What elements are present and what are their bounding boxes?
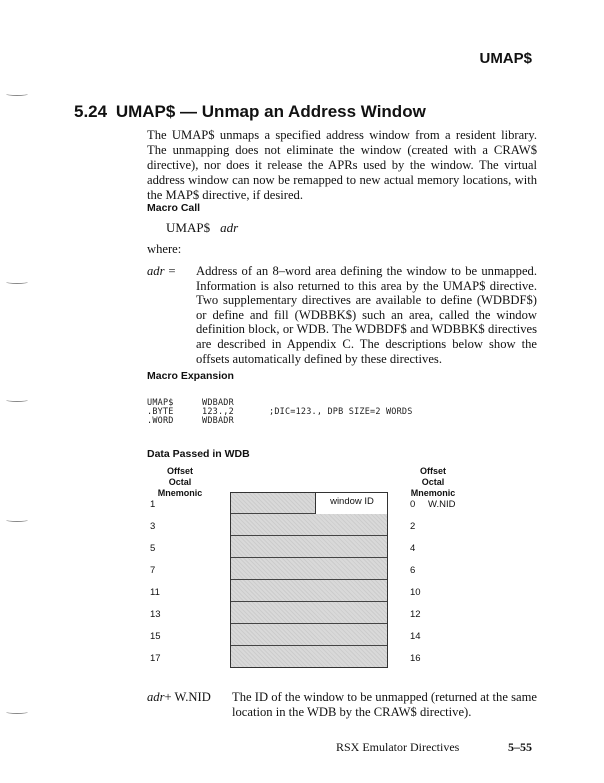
code-arg: 123.,2 [202,407,234,417]
margin-mark [6,280,28,284]
running-head: UMAP$ [479,50,532,67]
code-arg: WDBADR [202,398,234,408]
right-offset: 4 [410,543,416,554]
left-offset: 5 [150,543,156,554]
right-offset: 0 [410,499,416,510]
right-header-line2: Octal Mnemonic [410,477,456,498]
left-offset: 13 [150,609,161,620]
right-offset: 12 [410,609,421,620]
left-column-header [146,466,214,499]
margin-mark [6,710,28,714]
left-offset: 11 [150,587,160,598]
wdb-table-border [230,492,388,668]
section-number: 5.24 [74,102,108,121]
footnote-term-rest: + W.NID [164,690,211,704]
left-offset: 3 [150,521,156,532]
wdb-mnemonic: W.NID [428,499,456,510]
intro-paragraph: The UMAP$ unmaps a specified address window from a resident library. The unmapping does not eliminate the window (created with a CRAW$ directive), nor does it release the APRs used by the window. The virtual address window can now be remapped to new actual memory locations, with the MAP$ directive, if desired. [147,128,537,202]
macro-arg: adr [220,220,239,235]
left-offset: 7 [150,565,156,576]
where-label: where: [147,242,182,256]
macro-expansion-heading: Macro Expansion [147,370,234,382]
macro-name: UMAP$ [166,220,211,235]
macro-call [166,220,238,236]
right-header-line1: Offset [419,466,446,476]
footer-title: RSX Emulator Directives [336,740,460,754]
left-offset: 1 [150,499,156,510]
wdb-table [230,492,388,668]
left-offset: 17 [150,653,161,664]
section-title-text: UMAP$ — Unmap an Address Window [115,102,426,121]
margin-mark [6,398,28,402]
section-title [74,102,426,122]
param-name: adr = [147,264,177,278]
margin-mark [6,92,28,96]
code-op: .BYTE [147,407,174,417]
code-comment: ;DIC=123., DPB SIZE=2 WORDS [269,407,413,417]
left-header-line2: Octal Mnemonic [157,477,203,498]
page-number: 5–55 [508,740,532,754]
code-op: UMAP$ [147,398,174,408]
param-description: Address of an 8–word area defining the window to be unmapped. Information is also returned to this area by the UMAP$ directive. Two supplementary directives are available to define (WDBDF$) or define and fill (WDBBK$) such an area, called the window definition block, or WDB. The WDBDF$ and WDBBK$ directives are described in Appendix C. The descriptions below show the offsets automatically defined by these directives. [196,264,537,366]
right-column-header [399,466,467,499]
right-offset: 16 [410,653,421,664]
code-op: .WORD [147,416,174,426]
window-id-cell: window ID [315,492,388,514]
right-offset: 14 [410,631,421,642]
left-offset: 15 [150,631,161,642]
macro-call-heading: Macro Call [147,202,201,214]
footnote-term [147,690,211,705]
wdb-heading: Data Passed in WDB [147,448,250,460]
footnote-term-italic: adr [147,690,165,704]
left-header-line1: Offset [166,466,193,476]
right-offset: 10 [410,587,421,598]
footnote-description: The ID of the window to be unmapped (returned at the same location in the WDB by the CRAW$ directive). [232,690,537,719]
right-offset: 6 [410,565,416,576]
margin-mark [6,518,28,522]
right-offset: 2 [410,521,416,532]
code-arg: WDBADR [202,416,234,426]
